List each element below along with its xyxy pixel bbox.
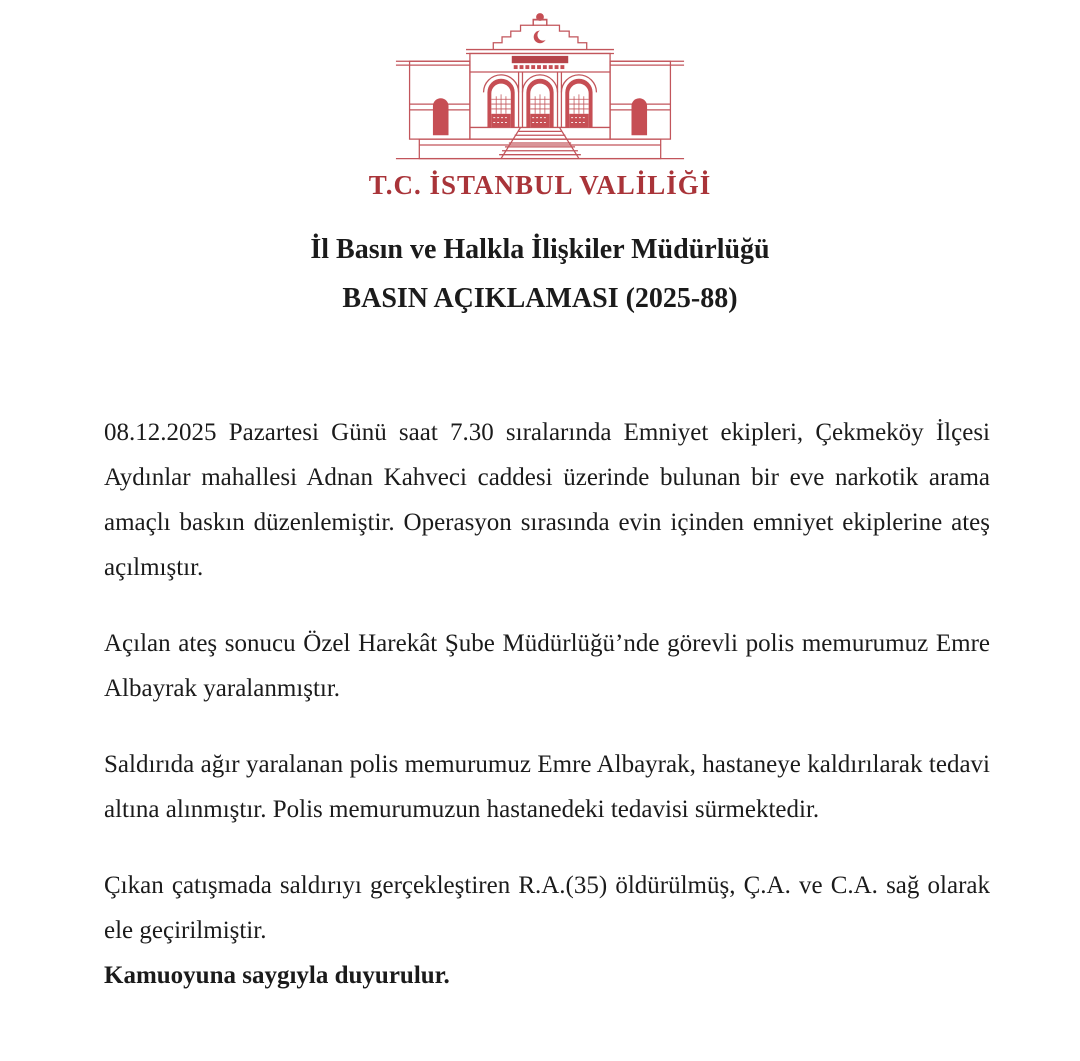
organization-name: T.C. İSTANBUL VALİLİĞİ: [368, 170, 712, 200]
left-wing: [396, 61, 470, 139]
letterhead: [0, 0, 1080, 201]
paragraph-treatment: Saldırıda ağır yaralanan polis memurumuz Emre Albayrak, hastaneye kaldırılarak tedavi altına alınmıştır. Polis memurumuzun hastanedeki tedavisi sürmektedir.: [104, 751, 990, 823]
right-wing: [610, 61, 684, 139]
press-release-title: BASIN AÇIKLAMASI (2025-88): [342, 283, 738, 314]
closing-statement: Kamuoyuna saygıyla duyurulur.: [104, 962, 450, 989]
press-release-body: [0, 410, 1080, 998]
paragraph-incident: 08.12.2025 Pazartesi Günü saat 7.30 sıralarında Emniyet ekipleri, Çekmeköy İlçesi Aydınlar mahallesi Adnan Kahveci caddesi üzerinde bulunan bir eve narkotik arama amaçlı baskın düzenlemiştir. Operasyon sırasında evin içinden emniyet ekiplerine ateş açılmıştır.: [104, 419, 990, 581]
paragraph-suspects: Çıkan çatışmada saldırıyı gerçekleştiren R.A.(35) öldürülmüş, Ç.A. ve C.A. sağ olarak ele geçirilmiştir.: [104, 872, 990, 944]
department-title: İl Basın ve Halkla İlişkiler Müdürlüğü: [310, 234, 770, 265]
crescent-icon: [534, 30, 549, 44]
paragraph-officer-wounded: Açılan ateş sonucu Özel Harekât Şube Müdürlüğü’nde görevli polis memurumuz Emre Albayrak yaralanmıştır.: [104, 630, 990, 702]
document-titles: [0, 234, 1080, 315]
istanbul-governorship-emblem-icon: [394, 10, 686, 167]
arched-windows: [484, 75, 597, 128]
